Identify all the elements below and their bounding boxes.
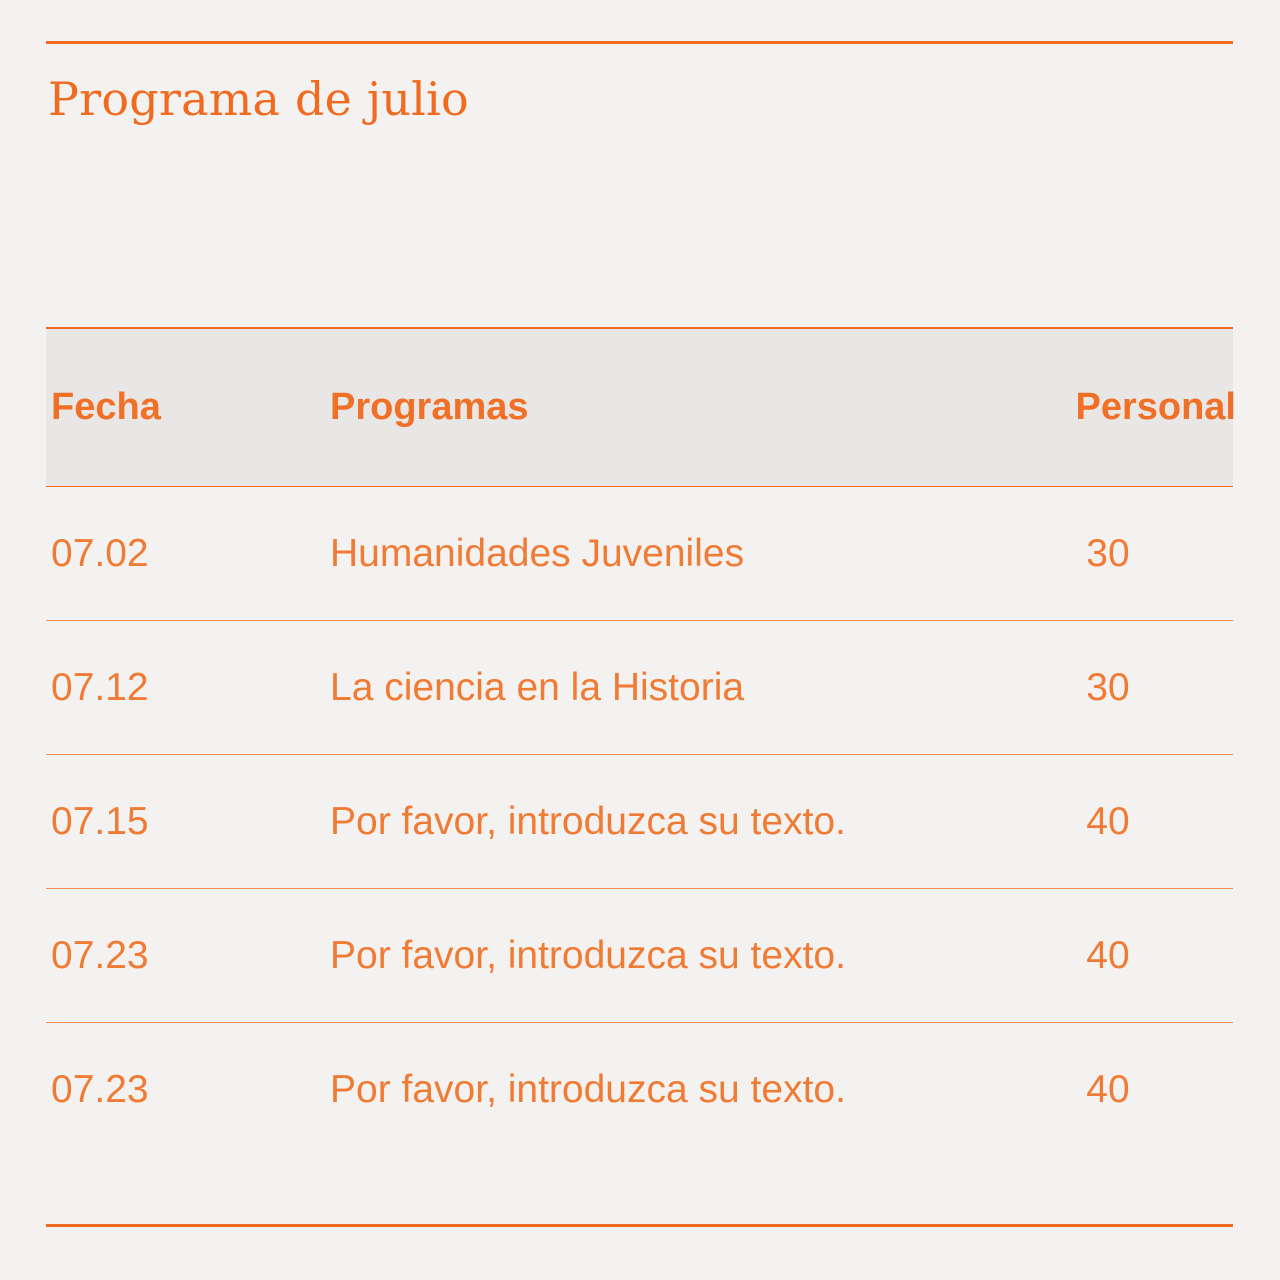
row-program: Humanidades Juveniles xyxy=(330,531,745,575)
row-program: Por favor, introduzca su texto. xyxy=(330,933,846,977)
row-program: Por favor, introduzca su texto. xyxy=(330,1068,846,1111)
bottom-divider xyxy=(46,1224,1233,1227)
row-staff: 40 xyxy=(1086,1068,1130,1111)
row-date: 07.23 xyxy=(51,933,149,977)
page-title: Programa de julio xyxy=(48,72,469,126)
row-date: 07.15 xyxy=(51,799,149,843)
row-program: Por favor, introduzca su texto. xyxy=(330,799,846,843)
table-row xyxy=(46,1023,1233,1157)
table-row xyxy=(46,755,1233,889)
header-program: Programas xyxy=(330,386,529,428)
row-staff: 30 xyxy=(1086,531,1130,575)
table-row xyxy=(46,487,1233,621)
header-staff: Personal xyxy=(1075,386,1236,428)
row-date: 07.02 xyxy=(51,531,149,575)
row-date: 07.23 xyxy=(51,1068,149,1111)
header-date: Fecha xyxy=(51,386,161,428)
row-staff: 30 xyxy=(1086,665,1130,709)
row-staff: 40 xyxy=(1086,799,1130,843)
row-date: 07.12 xyxy=(51,665,149,709)
top-divider xyxy=(46,41,1233,44)
table-header xyxy=(46,327,1236,487)
schedule-table xyxy=(46,327,1236,1157)
table-row xyxy=(46,621,1233,755)
row-staff: 40 xyxy=(1086,933,1130,977)
row-program: La ciencia en la Historia xyxy=(330,665,745,709)
table-row xyxy=(46,889,1233,1023)
